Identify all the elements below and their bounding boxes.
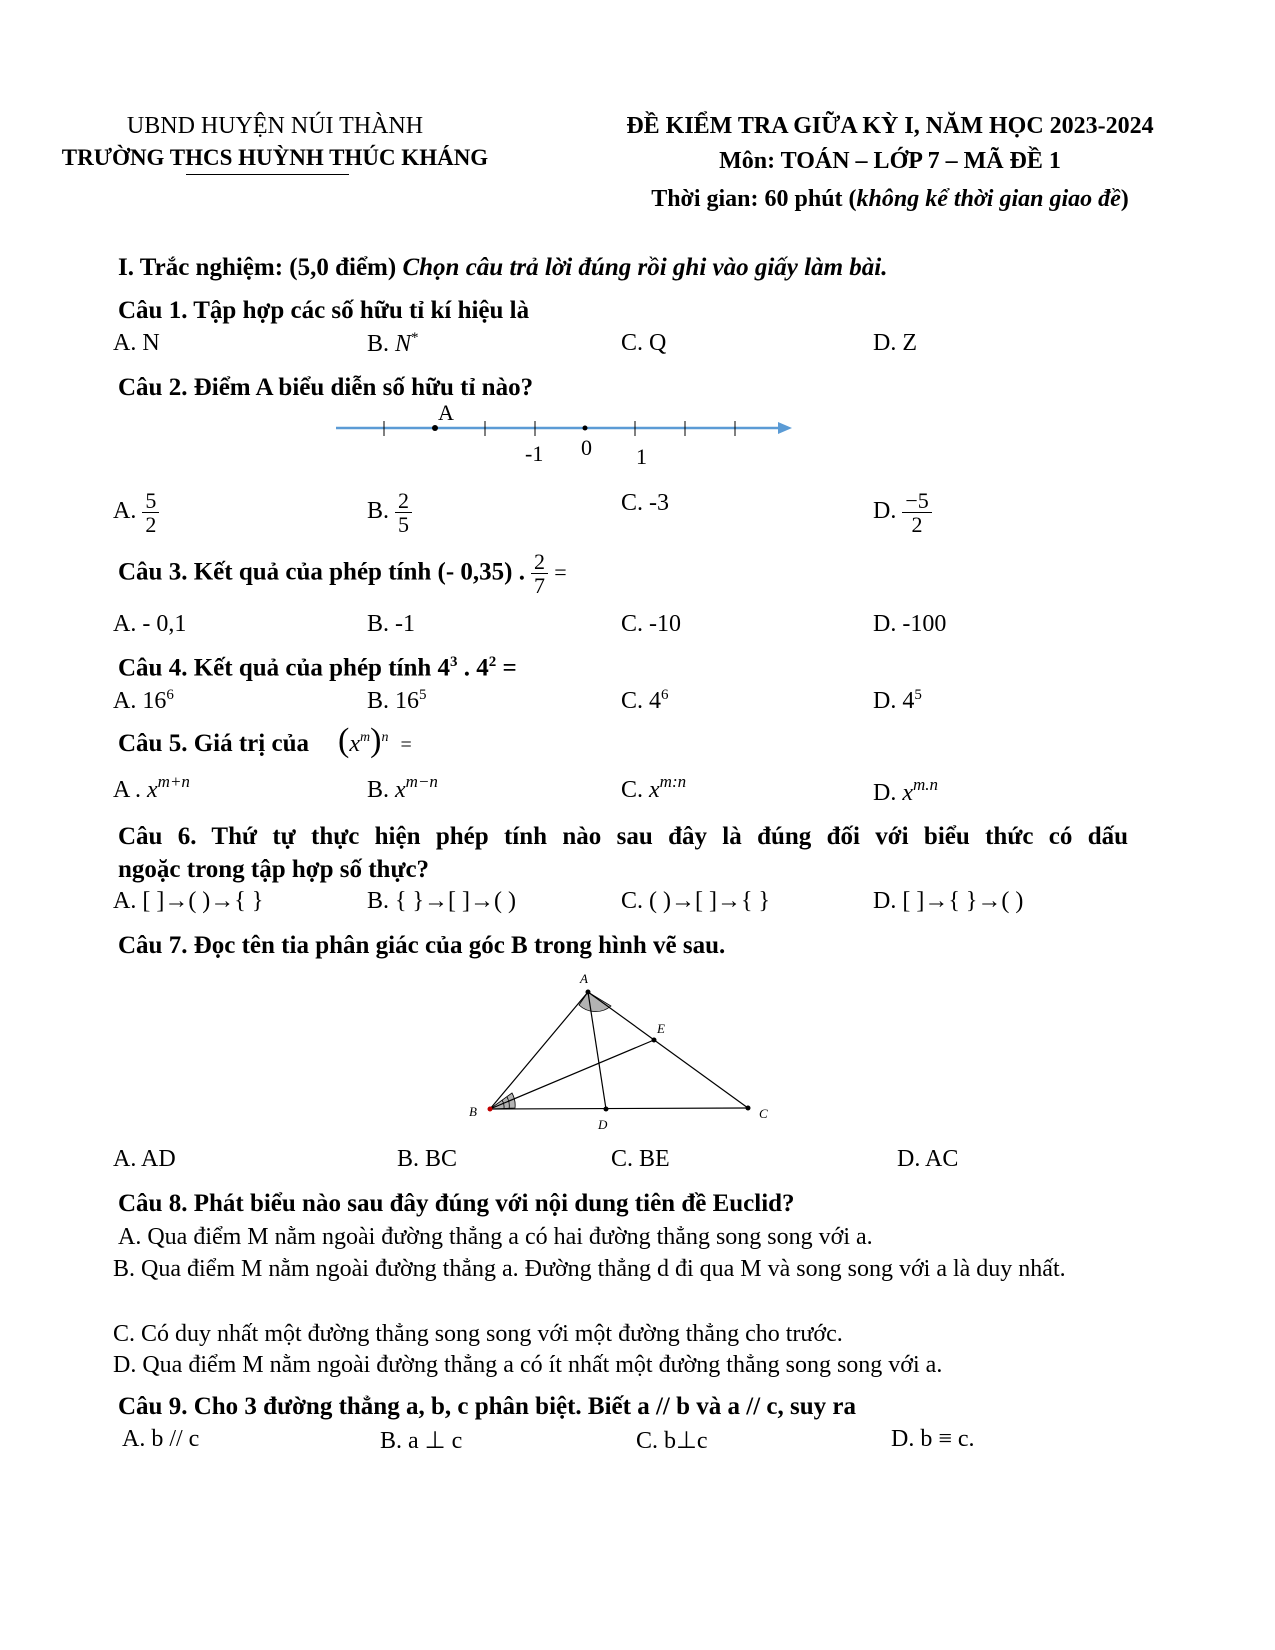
label-e: E (657, 1021, 665, 1036)
tick-label-1: 1 (636, 444, 647, 469)
section-title: I. Trắc nghiệm: (5,0 điểm) Chọn câu trả lời đúng rồi ghi vào giấy làm bài. (118, 254, 888, 281)
q6-option-c: C. ( )→[ ]→{ } (621, 888, 771, 914)
question-1: Câu 1. Tập hợp các số hữu tỉ kí hiệu là (118, 297, 530, 324)
q2-option-b: B. $\frac{2}{5}$ (367, 489, 412, 536)
point-a (432, 425, 438, 431)
q2-option-a: A. $\frac{5}{2}$ (113, 489, 159, 536)
q5-option-c: C. $x^{m:n}$ (621, 772, 687, 803)
label-a: A (580, 971, 588, 986)
point-origin (583, 426, 588, 431)
question-8: Câu 8. Phát biểu nào sau đây đúng với nội dung tiên đề Euclid? (118, 1190, 795, 1217)
q8-option-c: C. Có duy nhất một đường thẳng song song với một đường thẳng cho trước. (113, 1321, 843, 1347)
side-ac (588, 992, 748, 1108)
exam-duration: Thời gian: 60 phút (không kể thời gian giao đề) (651, 186, 1129, 212)
tick-label-0: 0 (581, 435, 592, 460)
q7-option-a: A. AD (113, 1146, 176, 1172)
question-5: Câu 5. Giá trị của (118, 730, 309, 757)
school-authority: UBND HUYỆN NÚI THÀNH (126, 113, 424, 139)
exam-title: ĐỀ KIỂM TRA GIỮA KỲ I, NĂM HỌC 2023-2024 (626, 113, 1154, 139)
segment-be (490, 1040, 654, 1109)
side-ab (490, 992, 588, 1109)
number-line-arrowhead (778, 422, 792, 434)
q9-option-b: B. a ⊥ c (380, 1428, 463, 1454)
q3-option-b: B. -1 (367, 611, 415, 637)
q2-option-d: D. $\frac{-5}{2}$ (873, 489, 932, 536)
q1-option-c: C. Q (621, 330, 667, 356)
q7-option-c: C. BE (611, 1146, 670, 1172)
q9-option-a: A. b // c (122, 1426, 200, 1452)
label-d: D (598, 1117, 608, 1132)
question-6-line-2: ngoặc trong tập hợp số thực? (118, 856, 430, 883)
q8-option-b: B. Qua điểm M nằm ngoài đường thẳng a. Đường thẳng d đi qua M và song song với a là duy nhất. (113, 1256, 1066, 1282)
q8-option-d: D. Qua điểm M nằm ngoài đường thẳng a có ít nhất một đường thẳng song song với a. (113, 1352, 943, 1378)
angle-a-marker (579, 992, 611, 1012)
q4-option-b: B. $16^5$ (367, 687, 427, 714)
q1-option-b: B. N* (367, 330, 419, 357)
q4-option-d: D. $4^5$ (873, 687, 922, 714)
q3-option-c: C. -10 (621, 611, 681, 637)
q3-option-a: A. - 0,1 (113, 611, 187, 637)
q5-option-d: D. $x^{m.n}$ (873, 775, 939, 806)
number-line (330, 398, 800, 473)
point-e (652, 1038, 657, 1043)
question-9: Câu 9. Cho 3 đường thẳng a, b, c phân biệt. Biết a // b và a // c, suy ra (118, 1393, 856, 1420)
label-c: C (759, 1106, 768, 1121)
question-3: Câu 3. Kết quả của phép tính (- 0,35) . $\frac{2}{7}$ = (118, 549, 567, 599)
question-4: Câu 4. Kết quả của phép tính $4^3$ . $4^2$ = (118, 654, 517, 682)
header-underline (186, 174, 349, 175)
q7-option-d: D. AC (897, 1146, 959, 1172)
point-d (604, 1107, 609, 1112)
q1-option-d: D. Z (873, 330, 917, 356)
point-a-label: A (438, 400, 454, 425)
q6-option-b: B. { }→[ ]→( ) (367, 888, 517, 914)
q5-option-b: B. $x^{m-n}$ (367, 772, 438, 803)
q9-option-c: C. b⊥c (636, 1428, 708, 1454)
question-6-line-1: Câu 6. Thứ tự thực hiện phép tính nào sau đây là đúng đối với biểu thức có dấu (118, 823, 1128, 850)
q3-option-d: D. -100 (873, 611, 947, 637)
question-2: Câu 2. Điểm A biểu diễn số hữu tỉ nào? (118, 374, 534, 401)
q5-expression: $(x^m)^n$ = (338, 722, 412, 759)
question-7: Câu 7. Đọc tên tia phân giác của góc B trong hình vẽ sau. (118, 932, 726, 959)
vertex-b (488, 1107, 493, 1112)
label-b: B (469, 1104, 477, 1119)
triangle-figure (460, 965, 790, 1135)
school-name: TRƯỜNG THCS HUỲNH THÚC KHÁNG (61, 145, 489, 170)
q1-option-a: A. N (113, 330, 160, 356)
q5-option-a: A . $x^{m+n}$ (113, 772, 190, 803)
q7-option-b: B. BC (397, 1146, 458, 1172)
q4-option-c: C. $4^6$ (621, 687, 669, 714)
q9-option-d: D. b ≡ c. (891, 1426, 975, 1452)
q6-option-d: D. [ ]→{ }→( ) (873, 888, 1024, 914)
tick-label-minus-1: -1 (525, 441, 544, 466)
q2-option-c: C. -3 (621, 490, 669, 516)
vertex-c (746, 1106, 751, 1111)
q6-option-a: A. [ ]→( )→{ } (113, 888, 264, 914)
q4-option-a: A. $16^6$ (113, 687, 174, 714)
vertex-a (586, 990, 591, 995)
side-bc (490, 1108, 748, 1109)
q8-option-a: A. Qua điểm M nằm ngoài đường thẳng a có hai đường thẳng song song với a. (118, 1224, 873, 1250)
exam-subject: Môn: TOÁN – LỚP 7 – MÃ ĐỀ 1 (719, 148, 1061, 174)
